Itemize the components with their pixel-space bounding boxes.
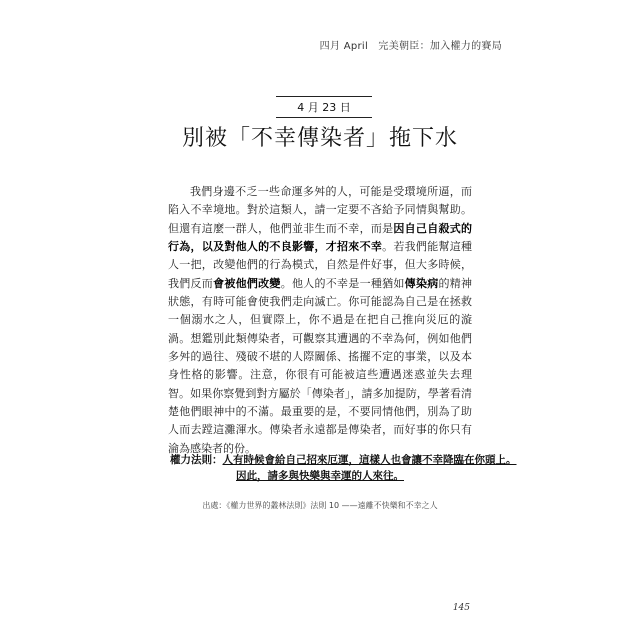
running-header: 四月 April 完美朝臣：加入權力的賽局 (319, 41, 502, 52)
power-law (170, 452, 517, 484)
power-law-text-1: 人有時候會給自己招來厄運，這樣人也會讓不幸降臨在你頭上。 (222, 454, 517, 466)
entry-date: 4 月 23 日 (276, 96, 372, 118)
body-text-part: 。若我們能幫這種人一把，改變他們的行為模式，自然是件好事，但大多時候，我們反而 (168, 240, 473, 290)
body-text-part: 我們身邊不乏一些命運多舛的人，可能是受環境所逼，而陷入不幸境地。對於這類人，請一定要不吝給予同情與幫助。但還有這麼一群人，他們並非生而不幸，而是 (168, 185, 472, 235)
body-paragraph (168, 183, 472, 458)
body-text-part: 的精神狀態，有時可能會使我們走向滅亡。你可能認為自己是在拯救一個溺水之人，但實際上，你不過是在把自己推向災厄的漩渦。想鑑別此類傳染者，可觀察其遭遇的不幸為何，例如他們多舛的過往、殘破不堪的人際關係、搖擺不定的事業，以及本身性格的影響。注意，你很有可能被這些遭遇迷惑並失去理智。如果你察覺到對方屬於「傳染者」，請多加提防，學著看清楚他們眼神中的不滿。最重要的是，不要同情他們，別為了助人而去蹚這灘渾水。傳染者永遠都是傳染者，而好事的你只有淪為感染者的份。 (168, 276, 473, 455)
body-text (168, 183, 472, 458)
body-text-part: 。他人的不幸是一種猶如 (280, 276, 405, 290)
power-law-label: 權力法則： (170, 454, 223, 466)
body-emphasis: 會被他們改變 (213, 276, 281, 290)
power-law-line-1 (170, 452, 517, 468)
body-emphasis: 傳染病 (404, 276, 439, 290)
source-citation: 出處：《權力世界的叢林法則》法則 10 ——遠離不快樂和不幸之人 (202, 501, 438, 510)
power-law-line-2 (170, 468, 470, 484)
body-emphasis: 因自己自殺式的行為，以及對他人的不良影響，才招來不幸 (168, 221, 473, 254)
power-law-text-2: 因此，請多與快樂與幸運的人來往。 (236, 470, 404, 482)
page-number: 145 (452, 603, 470, 613)
entry-title: 別被「不幸傳染者」拖下水 (181, 126, 458, 151)
